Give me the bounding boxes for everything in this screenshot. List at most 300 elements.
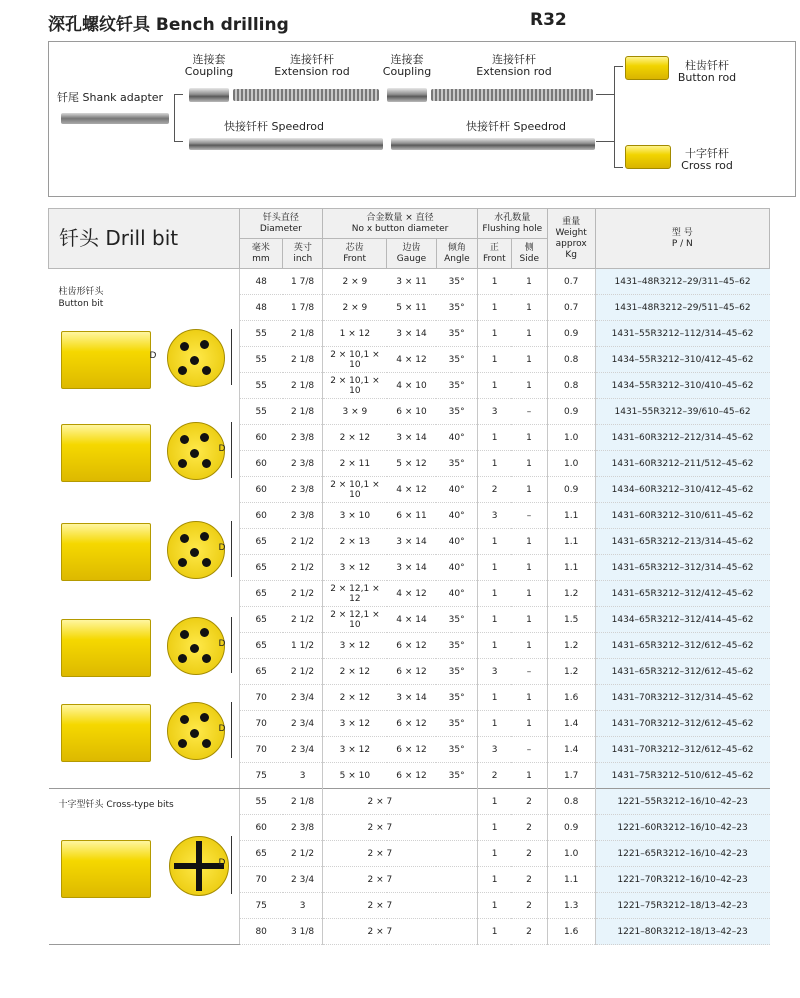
button-icon <box>178 558 187 567</box>
front-cell: 2 × 12 <box>323 425 387 451</box>
gauge-cell: 4 × 12 <box>387 477 437 503</box>
cross-bit-image-cell <box>49 789 240 945</box>
pn-cell: 1431–48R3212–29/511–45–62 <box>595 295 769 321</box>
button-rod-label <box>675 60 739 84</box>
inch-cell: 2 1/2 <box>283 529 323 555</box>
flush-front-cell: 1 <box>477 321 511 347</box>
button-bit-side-image <box>61 331 151 389</box>
inch-cell: 2 1/8 <box>283 789 323 815</box>
diameter-line <box>231 702 232 758</box>
diameter-line <box>231 422 232 478</box>
cross-bit-illustrations <box>49 792 239 942</box>
button-icon <box>190 729 199 738</box>
cross-bit-side-image <box>61 840 151 898</box>
angle-cell: 35° <box>436 347 477 373</box>
speedrod1-label: 快接钎杆 Speedrod <box>224 120 324 133</box>
table-row <box>49 269 770 295</box>
inch-cell: 2 1/8 <box>283 373 323 399</box>
button-rod-label-en: Button rod <box>677 71 737 84</box>
buttons-cell: 2 × 7 <box>323 789 437 815</box>
angle-cell: 40° <box>436 581 477 607</box>
angle-cell: 40° <box>436 477 477 503</box>
pn-cell: 1431–60R3212–212/314–45–62 <box>595 425 769 451</box>
pn-cell: 1431–70R3212–312/314–45–62 <box>595 685 769 711</box>
flush-side-cell: 1 <box>511 295 547 321</box>
flush-front-cell: 1 <box>477 581 511 607</box>
weight-cell: 1.6 <box>547 685 595 711</box>
front-cell: 3 × 12 <box>323 711 387 737</box>
gauge-cell: 6 × 12 <box>387 711 437 737</box>
weight-cell: 1.3 <box>547 893 595 919</box>
button-bit-face-image <box>167 617 225 675</box>
pn-cell: 1431–60R3212–211/512–45–62 <box>595 451 769 477</box>
cross-rod-label <box>675 148 739 172</box>
buttons-header: 合金数量 × 直径 No x button diameter <box>323 209 478 239</box>
mm-cell: 55 <box>239 321 283 347</box>
weight-cell: 1.0 <box>547 451 595 477</box>
inch-cell: 2 3/4 <box>283 737 323 763</box>
pn-cell: 1431–70R3212–312/612–45–62 <box>595 737 769 763</box>
inch-cell: 1 7/8 <box>283 269 323 295</box>
pn-cell: 1431–65R3212–312/314–45–62 <box>595 555 769 581</box>
inch-cell: 2 1/8 <box>283 347 323 373</box>
front-cell: 3 × 10 <box>323 503 387 529</box>
flush-front-cell: 1 <box>477 451 511 477</box>
weight-cell: 0.8 <box>547 373 595 399</box>
gauge-cell: 3 × 11 <box>387 269 437 295</box>
angle-cell: 35° <box>436 633 477 659</box>
angle-cell <box>436 893 477 919</box>
button-bit-side-image <box>61 424 151 482</box>
weight-cell: 0.9 <box>547 321 595 347</box>
button-bit-side-image <box>61 704 151 762</box>
inch-cell: 2 3/4 <box>283 867 323 893</box>
button-icon <box>190 548 199 557</box>
button-icon <box>190 644 199 653</box>
assembly-diagram <box>48 41 796 197</box>
button-icon <box>202 654 211 663</box>
flush-side-cell: 2 <box>511 815 547 841</box>
flush-front-header: 正 Front <box>477 239 511 269</box>
mm-cell: 55 <box>239 373 283 399</box>
front-cell: 2 × 10,1 × 10 <box>323 477 387 503</box>
mm-cell: 70 <box>239 737 283 763</box>
inch-cell: 2 1/2 <box>283 659 323 685</box>
button-icon <box>190 356 199 365</box>
angle-cell: 35° <box>436 607 477 633</box>
coupling2-label-cn: 连接套 <box>390 53 424 66</box>
button-bit-face-image <box>167 329 225 387</box>
branch-line-right <box>596 94 615 142</box>
front-cell: 2 × 12,1 × 10 <box>323 607 387 633</box>
pn-cell: 1431–48R3212–29/311–45–62 <box>595 269 769 295</box>
shank-label-en: Shank adapter <box>82 91 164 104</box>
flush-side-cell: 2 <box>511 789 547 815</box>
mm-cell: 65 <box>239 841 283 867</box>
button-icon <box>200 433 209 442</box>
page-title: 深孔螺纹钎具 Bench drilling <box>48 15 289 35</box>
button-icon <box>200 713 209 722</box>
speedrod2-image <box>391 138 595 150</box>
gauge-cell: 6 × 12 <box>387 633 437 659</box>
button-icon <box>200 532 209 541</box>
flush-side-header: 侧 Side <box>511 239 547 269</box>
flush-front-cell: 3 <box>477 659 511 685</box>
pn-header: 型 号 P / N <box>595 209 769 269</box>
coupling2-label <box>381 54 433 78</box>
flush-front-cell: 1 <box>477 841 511 867</box>
angle-cell: 40° <box>436 425 477 451</box>
button-bit-image-cell <box>49 269 240 789</box>
pn-cell: 1431–75R3212–510/612–45–62 <box>595 763 769 789</box>
gauge-cell: 3 × 14 <box>387 425 437 451</box>
button-rod-bit-image <box>625 56 669 80</box>
flush-front-cell: 1 <box>477 295 511 321</box>
inch-cell: 1 1/2 <box>283 633 323 659</box>
button-icon <box>178 366 187 375</box>
angle-cell <box>436 841 477 867</box>
inch-header: 英寸 inch <box>283 239 323 269</box>
button-icon <box>200 340 209 349</box>
flush-side-cell: 1 <box>511 321 547 347</box>
gauge-cell: 4 × 12 <box>387 581 437 607</box>
cross-rod-label-cn: 十字钎杆 <box>685 147 729 160</box>
front-cell: 2 × 12,1 × 12 <box>323 581 387 607</box>
button-icon <box>178 654 187 663</box>
gauge-cell: 3 × 14 <box>387 529 437 555</box>
front-cell: 2 × 11 <box>323 451 387 477</box>
angle-header: 倾角 Angle <box>436 239 477 269</box>
gauge-cell: 5 × 12 <box>387 451 437 477</box>
cross-rod-label-en: Cross rod <box>681 159 733 172</box>
coupling1-label <box>183 54 235 78</box>
flush-side-cell: – <box>511 659 547 685</box>
weight-cell: 1.6 <box>547 919 595 945</box>
button-icon <box>202 558 211 567</box>
angle-cell: 35° <box>436 399 477 425</box>
mm-cell: 65 <box>239 529 283 555</box>
weight-cell: 0.9 <box>547 815 595 841</box>
mm-cell: 70 <box>239 685 283 711</box>
angle-cell <box>436 789 477 815</box>
angle-cell: 35° <box>436 373 477 399</box>
angle-cell: 35° <box>436 295 477 321</box>
gauge-cell: 3 × 14 <box>387 685 437 711</box>
buttons-cell: 2 × 7 <box>323 893 437 919</box>
flush-side-cell: 1 <box>511 607 547 633</box>
button-icon <box>180 435 189 444</box>
speedrod1-image <box>189 138 383 150</box>
front-header: 芯齿 Front <box>323 239 387 269</box>
pn-cell: 1434–60R3212–310/412–45–62 <box>595 477 769 503</box>
mm-cell: 55 <box>239 347 283 373</box>
front-cell: 3 × 12 <box>323 555 387 581</box>
inch-cell: 3 1/8 <box>283 919 323 945</box>
front-cell: 2 × 12 <box>323 685 387 711</box>
gauge-cell: 5 × 11 <box>387 295 437 321</box>
button-icon <box>180 715 189 724</box>
cross-bar-icon <box>196 841 202 891</box>
inch-cell: 2 3/8 <box>283 477 323 503</box>
gauge-cell: 4 × 14 <box>387 607 437 633</box>
gauge-cell: 4 × 12 <box>387 347 437 373</box>
angle-cell <box>436 919 477 945</box>
flush-side-cell: 1 <box>511 451 547 477</box>
buttons-cell: 2 × 7 <box>323 841 437 867</box>
mm-cell: 65 <box>239 607 283 633</box>
ext2-label-en: Extension rod <box>476 65 552 78</box>
flush-front-cell: 1 <box>477 893 511 919</box>
inch-cell: 2 1/8 <box>283 321 323 347</box>
front-cell: 2 × 13 <box>323 529 387 555</box>
button-icon <box>202 739 211 748</box>
model-label: R32 <box>530 10 567 30</box>
flushing-header: 水孔数量 Flushing hole <box>477 209 547 239</box>
mm-cell: 75 <box>239 893 283 919</box>
flush-side-cell: 1 <box>511 373 547 399</box>
flush-front-cell: 2 <box>477 477 511 503</box>
weight-cell: 1.1 <box>547 555 595 581</box>
pn-cell: 1221–75R3212–18/13–42–23 <box>595 893 769 919</box>
flush-side-cell: 1 <box>511 711 547 737</box>
angle-cell: 35° <box>436 269 477 295</box>
pn-cell: 1431–55R3212–39/610–45–62 <box>595 399 769 425</box>
pn-cell: 1431–65R3212–312/412–45–62 <box>595 581 769 607</box>
button-icon <box>190 449 199 458</box>
pn-cell: 1221–80R3212–18/13–42–23 <box>595 919 769 945</box>
mm-cell: 60 <box>239 451 283 477</box>
weight-cell: 0.8 <box>547 789 595 815</box>
flush-side-cell: 2 <box>511 919 547 945</box>
inch-cell: 2 3/8 <box>283 503 323 529</box>
diameter-label: D <box>149 350 157 361</box>
weight-cell: 1.1 <box>547 503 595 529</box>
mm-cell: 70 <box>239 867 283 893</box>
weight-cell: 1.7 <box>547 763 595 789</box>
flush-front-cell: 1 <box>477 633 511 659</box>
mm-cell: 60 <box>239 425 283 451</box>
flush-side-cell: 2 <box>511 893 547 919</box>
button-bit-face-image <box>167 422 225 480</box>
angle-cell <box>436 815 477 841</box>
flush-front-cell: 1 <box>477 867 511 893</box>
pn-cell: 1431–70R3212–312/612–45–62 <box>595 711 769 737</box>
mm-cell: 70 <box>239 711 283 737</box>
branch-line-rods <box>614 66 623 168</box>
weight-cell: 1.0 <box>547 425 595 451</box>
flush-front-cell: 3 <box>477 399 511 425</box>
drill-bit-table <box>48 208 770 945</box>
mm-cell: 60 <box>239 503 283 529</box>
flush-front-cell: 1 <box>477 529 511 555</box>
flush-front-cell: 1 <box>477 555 511 581</box>
inch-cell: 2 3/4 <box>283 711 323 737</box>
gauge-cell: 3 × 14 <box>387 321 437 347</box>
coupling2-label-en: Coupling <box>382 65 432 78</box>
flush-front-cell: 2 <box>477 763 511 789</box>
inch-cell: 2 3/8 <box>283 815 323 841</box>
weight-cell: 0.8 <box>547 347 595 373</box>
flush-front-cell: 3 <box>477 503 511 529</box>
mm-cell: 48 <box>239 269 283 295</box>
inch-cell: 2 1/2 <box>283 841 323 867</box>
pn-cell: 1431–55R3212–112/314–45–62 <box>595 321 769 347</box>
button-icon <box>202 366 211 375</box>
diameter-label: D <box>218 638 226 649</box>
ext1-image <box>233 89 379 101</box>
ext1-label-cn: 连接钎杆 <box>290 53 334 66</box>
button-icon <box>178 739 187 748</box>
inch-cell: 2 3/8 <box>283 425 323 451</box>
mm-cell: 55 <box>239 399 283 425</box>
ext2-label <box>469 54 559 78</box>
pn-cell: 1431–65R3212–213/314–45–62 <box>595 529 769 555</box>
flush-side-cell: 1 <box>511 555 547 581</box>
angle-cell: 35° <box>436 659 477 685</box>
angle-cell: 40° <box>436 555 477 581</box>
weight-cell: 1.0 <box>547 841 595 867</box>
weight-cell: 1.5 <box>547 607 595 633</box>
diameter-header: 钎头直径 Diameter <box>239 209 323 239</box>
diameter-label: D <box>218 723 226 734</box>
flush-side-cell: 1 <box>511 633 547 659</box>
gauge-cell: 6 × 12 <box>387 659 437 685</box>
flush-front-cell: 3 <box>477 737 511 763</box>
pn-cell: 1431–65R3212–312/612–45–62 <box>595 659 769 685</box>
coupling1-image <box>189 88 229 102</box>
flush-front-cell: 1 <box>477 685 511 711</box>
front-cell: 2 × 9 <box>323 295 387 321</box>
inch-cell: 3 <box>283 893 323 919</box>
inch-cell: 2 1/8 <box>283 399 323 425</box>
mm-cell: 55 <box>239 789 283 815</box>
inch-cell: 3 <box>283 763 323 789</box>
angle-cell <box>436 867 477 893</box>
gauge-cell: 4 × 10 <box>387 373 437 399</box>
angle-cell: 40° <box>436 529 477 555</box>
cross-group-label: 十字型钎头 Cross-type bits <box>58 799 174 810</box>
flush-side-cell: 1 <box>511 347 547 373</box>
gauge-cell: 6 × 10 <box>387 399 437 425</box>
pn-cell: 1434–65R3212–312/414–45–62 <box>595 607 769 633</box>
gauge-cell: 6 × 12 <box>387 737 437 763</box>
angle-cell: 35° <box>436 685 477 711</box>
mm-cell: 48 <box>239 295 283 321</box>
diameter-label: D <box>218 443 226 454</box>
front-cell: 3 × 9 <box>323 399 387 425</box>
angle-cell: 35° <box>436 321 477 347</box>
mm-cell: 75 <box>239 763 283 789</box>
pn-cell: 1434–55R3212–310/410–45–62 <box>595 373 769 399</box>
weight-cell: 0.7 <box>547 269 595 295</box>
front-cell: 3 × 12 <box>323 737 387 763</box>
ext2-image <box>431 89 593 101</box>
weight-cell: 0.9 <box>547 399 595 425</box>
flush-side-cell: 1 <box>511 477 547 503</box>
weight-cell: 1.2 <box>547 659 595 685</box>
front-cell: 2 × 10,1 × 10 <box>323 347 387 373</box>
flush-side-cell: 1 <box>511 581 547 607</box>
buttons-cell: 2 × 7 <box>323 919 437 945</box>
weight-cell: 1.1 <box>547 529 595 555</box>
cross-bit-rows <box>49 789 770 945</box>
button-bit-rows <box>49 269 770 789</box>
cross-rod-bit-image <box>625 145 671 169</box>
inch-cell: 2 1/2 <box>283 581 323 607</box>
flush-side-cell: 1 <box>511 685 547 711</box>
weight-cell: 0.9 <box>547 477 595 503</box>
coupling1-label-en: Coupling <box>184 65 234 78</box>
weight-cell: 1.2 <box>547 581 595 607</box>
mm-cell: 65 <box>239 581 283 607</box>
diameter-line <box>231 521 232 577</box>
coupling2-image <box>387 88 427 102</box>
button-group-label-en: Button bit <box>58 298 104 309</box>
flush-front-cell: 1 <box>477 607 511 633</box>
inch-cell: 2 3/4 <box>283 685 323 711</box>
flush-side-cell: 1 <box>511 269 547 295</box>
front-cell: 1 × 12 <box>323 321 387 347</box>
buttons-cell: 2 × 7 <box>323 815 437 841</box>
inch-cell: 1 7/8 <box>283 295 323 321</box>
pn-cell: 1434–55R3212–310/412–45–62 <box>595 347 769 373</box>
button-icon <box>180 342 189 351</box>
mm-cell: 60 <box>239 815 283 841</box>
front-cell: 2 × 12 <box>323 659 387 685</box>
ext1-label <box>267 54 357 78</box>
buttons-cell: 2 × 7 <box>323 867 437 893</box>
mm-cell: 80 <box>239 919 283 945</box>
weight-cell: 0.7 <box>547 295 595 321</box>
pn-cell: 1431–60R3212–310/611–45–62 <box>595 503 769 529</box>
button-bit-illustrations <box>49 279 239 779</box>
flush-side-cell: 1 <box>511 529 547 555</box>
coupling1-label-cn: 连接套 <box>192 53 226 66</box>
ext1-label-en: Extension rod <box>274 65 350 78</box>
button-icon <box>200 628 209 637</box>
flush-side-cell: – <box>511 737 547 763</box>
inch-cell: 2 1/2 <box>283 607 323 633</box>
mm-header: 毫米 mm <box>239 239 283 269</box>
angle-cell: 35° <box>436 737 477 763</box>
table-row <box>49 789 770 815</box>
front-cell: 2 × 10,1 × 10 <box>323 373 387 399</box>
diameter-line <box>231 617 232 673</box>
weight-cell: 1.4 <box>547 737 595 763</box>
angle-cell: 35° <box>436 451 477 477</box>
pn-cell: 1221–65R3212–16/10–42–23 <box>595 841 769 867</box>
pn-cell: 1221–55R3212–16/10–42–23 <box>595 789 769 815</box>
weight-cell: 1.2 <box>547 633 595 659</box>
button-bit-side-image <box>61 523 151 581</box>
pn-cell: 1221–70R3212–16/10–42–23 <box>595 867 769 893</box>
button-bit-side-image <box>61 619 151 677</box>
flush-side-cell: 1 <box>511 425 547 451</box>
angle-cell: 40° <box>436 503 477 529</box>
front-cell: 5 × 10 <box>323 763 387 789</box>
diameter-label: D <box>218 857 226 868</box>
flush-side-cell: – <box>511 503 547 529</box>
flush-front-cell: 1 <box>477 789 511 815</box>
flush-side-cell: 1 <box>511 763 547 789</box>
button-bit-face-image <box>167 702 225 760</box>
weight-header: 重量 Weight approx Kg <box>547 209 595 269</box>
inch-cell: 2 3/8 <box>283 451 323 477</box>
table-title: 钎头 Drill bit <box>49 209 240 269</box>
diameter-line <box>231 329 232 385</box>
button-icon <box>178 459 187 468</box>
flush-front-cell: 1 <box>477 919 511 945</box>
